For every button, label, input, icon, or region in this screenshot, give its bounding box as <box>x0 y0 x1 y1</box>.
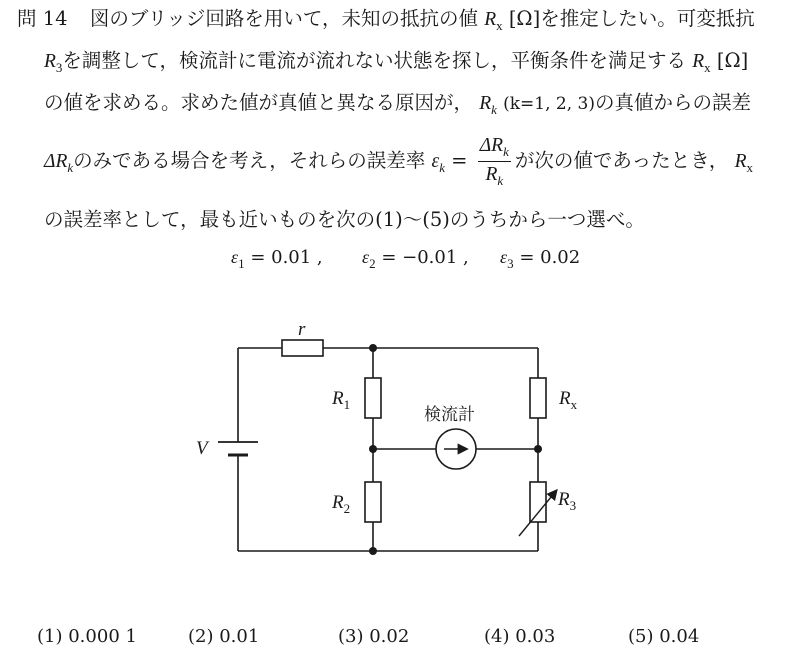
problem-line-1: 問 14 図のブリッジ回路を用いて，未知の抵抗の値 $R_x$ [Ω]を推定したい。可変抵抗 <box>17 7 755 33</box>
resistor-r <box>282 340 323 356</box>
resistor-r2 <box>365 482 381 522</box>
label-r3: $R_3$ <box>558 489 577 513</box>
choice-5[interactable]: (5) 0.04 <box>628 626 700 647</box>
eps3-condition: $\varepsilon_3 = 0.02$ <box>500 247 581 271</box>
eps1-condition: $\varepsilon_1 = 0.01$ , <box>231 247 323 271</box>
rx-symbol: $R_x$ <box>484 9 503 33</box>
resistor-r1 <box>365 378 381 418</box>
battery-v <box>218 442 258 455</box>
choice-1[interactable]: (1) 0.000 1 <box>37 626 137 647</box>
label-r: r <box>298 319 306 340</box>
problem-line-4: $\Delta R_k$のみである場合を考え，それらの誤差率 $\varepsilon_k$ = $\frac{\Delta R_k}{R_k}$ が次の値であったとき， $R_x$ <box>44 135 754 188</box>
choice-2[interactable]: (2) 0.01 <box>188 626 260 647</box>
resistor-rx <box>530 378 546 418</box>
eps2-condition: $\varepsilon_2 = -0.01$ , <box>362 247 469 271</box>
problem-line-2: $R_3$を調整して，検流計に電流が流れない状態を探し，平衡条件を満足する $R_x$ [Ω] <box>44 49 749 75</box>
problem-line-5: の誤差率として，最も近いものを次の(1)～(5)のうちから一つ選べ。 <box>44 208 645 231</box>
resistor-r3 <box>530 482 546 522</box>
label-r1: $R_1$ <box>332 388 351 412</box>
problem-line-3: の値を求める。求めた値が真値と異なる原因が， $R_k$ (k=1, 2, 3)の真値からの誤差 <box>44 91 752 117</box>
label-v: V <box>196 438 208 459</box>
choice-4[interactable]: (4) 0.03 <box>484 626 556 647</box>
choice-3[interactable]: (3) 0.02 <box>338 626 410 647</box>
problem-number: 問 14 <box>17 7 68 30</box>
r3-symbol: $R_3$ <box>44 51 63 75</box>
error-rate-fraction: $\frac{\Delta R_k}{R_k}$ <box>479 135 509 188</box>
galvanometer-label: 検流計 <box>424 405 475 425</box>
label-rx: $R_x$ <box>559 388 578 412</box>
label-r2: $R_2$ <box>332 492 351 516</box>
